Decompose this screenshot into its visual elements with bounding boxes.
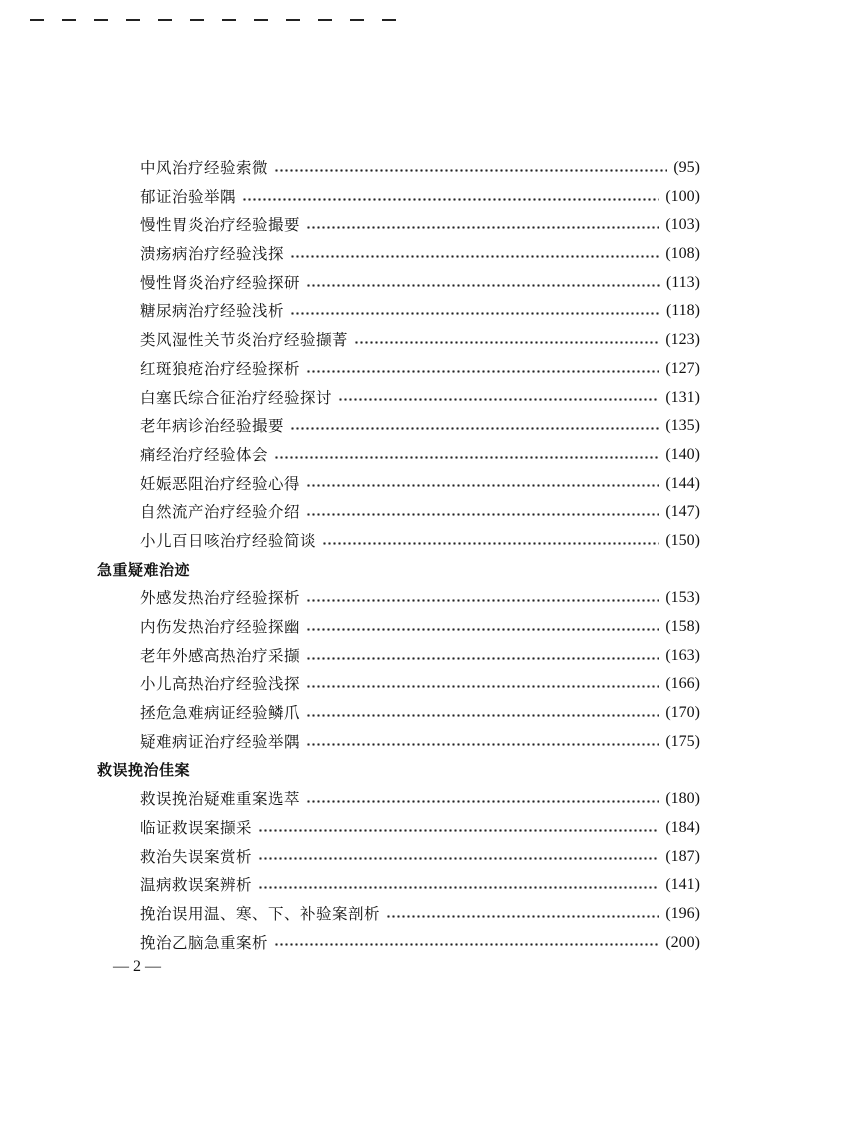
dot-leader — [306, 484, 659, 487]
toc-entry — [97, 441, 700, 470]
dot-leader — [386, 915, 659, 918]
entry-page-number: (147) — [665, 503, 700, 521]
toc-section-heading — [97, 556, 700, 585]
entry-title: 老年外感高热治疗采撷 — [140, 646, 301, 665]
dot-leader — [306, 743, 659, 746]
toc-entry — [97, 297, 700, 326]
section-title: 急重疑难治迹 — [97, 560, 191, 579]
entry-title: 小儿百日咳治疗经验简谈 — [140, 531, 317, 550]
toc-entry — [97, 613, 700, 642]
entry-page-number: (196) — [665, 904, 700, 922]
entry-title: 自然流产治疗经验介绍 — [140, 503, 301, 522]
toc-entry — [97, 527, 700, 556]
entry-title: 临证救误案撷采 — [140, 818, 253, 837]
entry-title: 救误挽治疑难重案选萃 — [140, 790, 301, 809]
entry-title: 小儿高热治疗经验浅探 — [140, 675, 301, 694]
toc-entry — [97, 355, 700, 384]
toc-entry — [97, 814, 700, 843]
entry-title: 慢性肾炎治疗经验探研 — [140, 273, 301, 292]
entry-title: 老年病诊治经验撮要 — [140, 417, 285, 436]
dot-leader — [338, 398, 659, 401]
dot-leader — [306, 284, 660, 287]
dot-leader — [274, 456, 659, 459]
toc-entry — [97, 470, 700, 499]
entry-page-number: (200) — [665, 933, 700, 951]
dot-leader — [306, 370, 659, 373]
dot-leader — [290, 255, 659, 258]
dot-leader — [322, 542, 659, 545]
entry-title: 内伤发热治疗经验探幽 — [140, 618, 301, 636]
entry-title: 救治失误案赏析 — [140, 847, 253, 866]
toc-section-heading — [97, 756, 700, 785]
entry-title: 红斑狼疮治疗经验探析 — [140, 359, 301, 378]
entry-title: 慢性胃炎治疗经验撮要 — [140, 216, 301, 235]
dot-leader — [258, 886, 659, 889]
toc-entry — [97, 929, 700, 958]
entry-page-number: (113) — [665, 273, 700, 291]
entry-page-number: (184) — [665, 818, 700, 836]
dot-leader — [290, 427, 659, 430]
section-title: 救误挽治佳案 — [97, 761, 191, 780]
dot-leader — [242, 198, 659, 201]
entry-page-number: (153) — [665, 589, 700, 607]
toc-entry — [97, 728, 700, 757]
toc-entry — [97, 498, 700, 527]
entry-page-number: (170) — [665, 704, 700, 722]
toc-entry — [97, 211, 700, 240]
entry-page-number: (108) — [665, 245, 700, 263]
toc-entry — [97, 384, 700, 413]
toc-entry — [97, 871, 700, 900]
toc-entry — [97, 183, 700, 212]
entry-page-number: (95) — [673, 159, 700, 176]
entry-title: 痛经治疗经验体会 — [140, 445, 269, 464]
entry-title: 溃疡病治疗经验浅探 — [140, 245, 285, 264]
entry-page-number: (127) — [665, 359, 700, 377]
entry-title: 挽治乙脑急重案析 — [140, 933, 269, 952]
entry-title: 拯危急难病证经验鳞爪 — [140, 704, 301, 723]
entry-page-number: (150) — [665, 531, 700, 549]
toc-entry — [97, 670, 700, 699]
entry-page-number: (141) — [665, 876, 700, 894]
dot-leader — [258, 829, 659, 832]
dot-leader — [306, 685, 659, 688]
entry-title: 疑难病证治疗经验举隅 — [140, 732, 301, 751]
dot-leader — [306, 599, 659, 602]
entry-page-number: (131) — [665, 388, 700, 406]
dot-leader — [290, 312, 660, 315]
dot-leader — [274, 943, 659, 946]
entry-page-number: (140) — [665, 445, 700, 463]
toc-entry — [97, 240, 700, 269]
entry-page-number: (100) — [665, 187, 700, 205]
entry-page-number: (158) — [665, 618, 700, 635]
toc-entry — [97, 412, 700, 441]
dot-leader — [306, 714, 659, 717]
dot-leader — [354, 341, 659, 344]
page-number: — 2 — — [113, 958, 161, 975]
toc-entry — [97, 843, 700, 872]
dot-leader — [306, 513, 659, 516]
toc-entry — [97, 269, 700, 298]
entry-page-number: (135) — [665, 417, 700, 435]
entry-title: 妊娠恶阻治疗经验心得 — [140, 474, 301, 493]
entry-title: 外感发热治疗经验探析 — [140, 589, 301, 608]
dot-leader — [306, 800, 659, 803]
entry-title: 郁证治验举隅 — [140, 187, 237, 206]
toc-entry — [97, 326, 700, 355]
entry-page-number: (187) — [665, 847, 700, 865]
table-of-contents — [97, 154, 700, 957]
entry-page-number: (180) — [665, 790, 700, 808]
entry-page-number: (144) — [665, 474, 700, 492]
entry-page-number: (175) — [665, 732, 700, 750]
entry-page-number: (163) — [665, 646, 700, 664]
dot-leader — [306, 226, 659, 229]
toc-entry — [97, 699, 700, 728]
toc-entry — [97, 584, 700, 613]
entry-title: 类风湿性关节炎治疗经验撷菁 — [140, 331, 349, 350]
dot-leader — [306, 628, 659, 631]
dot-leader — [258, 857, 659, 860]
toc-entry — [97, 642, 700, 671]
entry-page-number: (103) — [665, 216, 700, 234]
toc-entry — [97, 900, 700, 929]
entry-title: 温病救误案辨析 — [140, 876, 253, 895]
dot-leader — [274, 169, 667, 172]
toc-entry — [97, 785, 700, 814]
entry-title: 中风治疗经验索微 — [140, 159, 269, 177]
entry-title: 挽治误用温、寒、下、补验案剖析 — [140, 904, 381, 923]
entry-page-number: (123) — [665, 331, 700, 349]
entry-title: 糖尿病治疗经验浅析 — [140, 302, 285, 321]
entry-page-number: (166) — [665, 675, 700, 693]
toc-entry — [97, 154, 700, 183]
dot-leader — [306, 657, 659, 660]
entry-page-number: (118) — [665, 302, 700, 320]
header-dash-rule — [30, 19, 410, 21]
entry-title: 白塞氏综合征治疗经验探讨 — [140, 388, 333, 407]
